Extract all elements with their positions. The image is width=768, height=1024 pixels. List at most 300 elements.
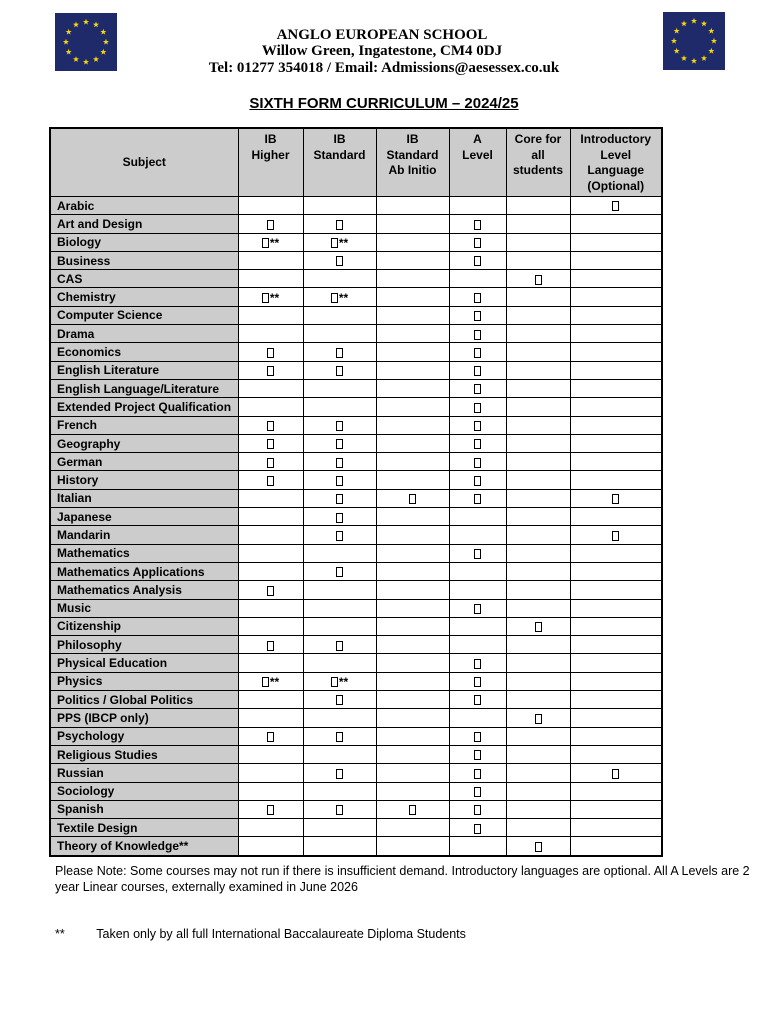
- table-row: [50, 453, 662, 471]
- column-header: A Level: [449, 128, 506, 197]
- offered-checkbox-icon: [267, 641, 274, 651]
- offering-cell: [238, 745, 303, 763]
- offering-cell: [238, 636, 303, 654]
- offering-cell: [449, 306, 506, 324]
- offering-cell: [376, 416, 449, 434]
- offering-cell: [303, 599, 376, 617]
- offered-checkbox-icon: [336, 494, 343, 504]
- offering-cell: [376, 709, 449, 727]
- offered-checkbox-icon: [331, 238, 338, 248]
- offering-cell: [570, 233, 662, 251]
- offering-cell: [570, 215, 662, 233]
- subject-name: Biology: [50, 233, 238, 251]
- flag-star: [701, 20, 707, 26]
- offered-checkbox-icon: [474, 677, 481, 687]
- offering-cell: [449, 233, 506, 251]
- subject-name: History: [50, 471, 238, 489]
- offering-cell: [376, 672, 449, 690]
- offering-cell: [238, 819, 303, 837]
- offering-cell: [449, 526, 506, 544]
- offering-cell: [303, 837, 376, 856]
- offering-cell: [238, 453, 303, 471]
- offered-checkbox-icon: [474, 384, 481, 394]
- offering-cell: [449, 581, 506, 599]
- offering-cell: [449, 617, 506, 635]
- offering-cell: [449, 800, 506, 818]
- offered-checkbox-icon: [336, 458, 343, 468]
- table-row: [50, 288, 662, 306]
- offering-cell: [570, 325, 662, 343]
- subject-name: English Literature: [50, 361, 238, 379]
- offering-cell: [303, 270, 376, 288]
- offering-cell: [303, 398, 376, 416]
- offering-cell: [238, 288, 303, 306]
- offering-cell: [506, 562, 570, 580]
- offered-checkbox-icon: [474, 750, 481, 760]
- offering-cell: [303, 581, 376, 599]
- offering-cell: [506, 782, 570, 800]
- subject-name: Politics / Global Politics: [50, 691, 238, 709]
- offering-cell: [506, 819, 570, 837]
- offering-cell: [506, 581, 570, 599]
- footnote-text: Taken only by all full International Baccalaureate Diploma Students: [96, 927, 466, 941]
- offering-cell: [376, 526, 449, 544]
- table-row: [50, 197, 662, 215]
- offering-cell: [303, 819, 376, 837]
- offered-checkbox-icon: [267, 366, 274, 376]
- table-row: [50, 233, 662, 251]
- offered-checkbox-icon: [331, 677, 338, 687]
- offered-checkbox-icon: [474, 695, 481, 705]
- table-header-row: [50, 128, 662, 197]
- offering-cell: [303, 617, 376, 635]
- offered-checkbox-icon: [336, 256, 343, 266]
- offering-cell: [238, 691, 303, 709]
- offering-cell: [238, 837, 303, 856]
- column-header: Core for all students: [506, 128, 570, 197]
- flag-star: [83, 19, 89, 25]
- offering-cell: [506, 508, 570, 526]
- offering-cell: [449, 599, 506, 617]
- offering-cell: [570, 361, 662, 379]
- offering-cell: [449, 398, 506, 416]
- offering-cell: [506, 709, 570, 727]
- offered-checkbox-icon: [267, 458, 274, 468]
- offered-checkbox-icon: [267, 348, 274, 358]
- offered-checkbox-icon: [336, 439, 343, 449]
- offered-checkbox-icon: [262, 293, 269, 303]
- offering-cell: [376, 599, 449, 617]
- table-row: [50, 745, 662, 763]
- table-row: [50, 819, 662, 837]
- diploma-only-marker: **: [269, 235, 280, 250]
- subject-name: Philosophy: [50, 636, 238, 654]
- offering-cell: [570, 562, 662, 580]
- offered-checkbox-icon: [612, 201, 619, 211]
- offering-cell: [570, 306, 662, 324]
- table-row: [50, 672, 662, 690]
- school-name: ANGLO EUROPEAN SCHOOL: [276, 27, 488, 43]
- offered-checkbox-icon: [474, 769, 481, 779]
- offered-checkbox-icon: [267, 732, 274, 742]
- offering-cell: [506, 288, 570, 306]
- offering-cell: [376, 398, 449, 416]
- table-row: [50, 215, 662, 233]
- offering-cell: [238, 398, 303, 416]
- offering-cell: [376, 654, 449, 672]
- offering-cell: [303, 526, 376, 544]
- offering-cell: [376, 361, 449, 379]
- offering-cell: [238, 343, 303, 361]
- offering-cell: [506, 398, 570, 416]
- table-row: [50, 636, 662, 654]
- offering-cell: [376, 489, 449, 507]
- table-row: [50, 434, 662, 452]
- offered-checkbox-icon: [336, 695, 343, 705]
- offering-cell: [376, 691, 449, 709]
- subject-name: Computer Science: [50, 306, 238, 324]
- table-row: [50, 471, 662, 489]
- offering-cell: [449, 325, 506, 343]
- offering-cell: [303, 379, 376, 397]
- offered-checkbox-icon: [474, 421, 481, 431]
- offering-cell: [570, 837, 662, 856]
- table-row: [50, 526, 662, 544]
- subject-name: Russian: [50, 764, 238, 782]
- subject-name: Mathematics: [50, 544, 238, 562]
- offering-cell: [570, 489, 662, 507]
- offering-cell: [449, 270, 506, 288]
- table-row: [50, 343, 662, 361]
- offering-cell: [570, 782, 662, 800]
- offering-cell: [506, 672, 570, 690]
- offering-cell: [303, 782, 376, 800]
- offered-checkbox-icon: [336, 513, 343, 523]
- offering-cell: [449, 453, 506, 471]
- offered-checkbox-icon: [535, 622, 542, 632]
- offering-cell: [570, 764, 662, 782]
- offering-cell: [376, 306, 449, 324]
- offering-cell: [376, 270, 449, 288]
- offering-cell: [238, 434, 303, 452]
- offering-cell: [506, 544, 570, 562]
- footnote-symbol: **: [55, 927, 65, 941]
- offering-cell: [506, 343, 570, 361]
- offered-checkbox-icon: [336, 476, 343, 486]
- offering-cell: [506, 471, 570, 489]
- offering-cell: [303, 727, 376, 745]
- table-row: [50, 599, 662, 617]
- subject-name: Sociology: [50, 782, 238, 800]
- offering-cell: [303, 197, 376, 215]
- offering-cell: [238, 471, 303, 489]
- offering-cell: [238, 233, 303, 251]
- offering-cell: [449, 471, 506, 489]
- offering-cell: [376, 837, 449, 856]
- offering-cell: [238, 489, 303, 507]
- offering-cell: [238, 508, 303, 526]
- offered-checkbox-icon: [267, 476, 274, 486]
- offered-checkbox-icon: [474, 256, 481, 266]
- subject-name: German: [50, 453, 238, 471]
- offered-checkbox-icon: [336, 769, 343, 779]
- offered-checkbox-icon: [474, 311, 481, 321]
- offering-cell: [303, 306, 376, 324]
- offering-cell: [506, 306, 570, 324]
- offering-cell: [570, 416, 662, 434]
- offering-cell: [238, 672, 303, 690]
- offering-cell: [238, 800, 303, 818]
- offering-cell: [570, 819, 662, 837]
- offering-cell: [449, 819, 506, 837]
- offered-checkbox-icon: [474, 659, 481, 669]
- table-row: [50, 489, 662, 507]
- offering-cell: [506, 764, 570, 782]
- offering-cell: [506, 453, 570, 471]
- offering-cell: [570, 672, 662, 690]
- offering-cell: [449, 837, 506, 856]
- offered-checkbox-icon: [262, 677, 269, 687]
- subject-name: Italian: [50, 489, 238, 507]
- table-row: [50, 508, 662, 526]
- offered-checkbox-icon: [409, 805, 416, 815]
- offering-cell: [238, 544, 303, 562]
- table-row: [50, 727, 662, 745]
- table-body: [50, 197, 662, 856]
- offered-checkbox-icon: [474, 366, 481, 376]
- table-row: [50, 800, 662, 818]
- flag-star: [691, 18, 697, 24]
- table-row: [50, 416, 662, 434]
- offering-cell: [376, 434, 449, 452]
- offering-cell: [570, 617, 662, 635]
- offered-checkbox-icon: [474, 604, 481, 614]
- offering-cell: [506, 434, 570, 452]
- offering-cell: [238, 562, 303, 580]
- offering-cell: [570, 453, 662, 471]
- subject-name: French: [50, 416, 238, 434]
- offering-cell: [238, 416, 303, 434]
- offering-cell: [449, 636, 506, 654]
- table-row: [50, 398, 662, 416]
- offering-cell: [303, 800, 376, 818]
- offered-checkbox-icon: [474, 824, 481, 834]
- offered-checkbox-icon: [267, 586, 274, 596]
- offered-checkbox-icon: [336, 732, 343, 742]
- subject-name: Mandarin: [50, 526, 238, 544]
- offering-cell: [303, 361, 376, 379]
- offering-cell: [506, 215, 570, 233]
- offering-cell: [570, 745, 662, 763]
- table-row: [50, 270, 662, 288]
- offered-checkbox-icon: [336, 348, 343, 358]
- table-row: [50, 379, 662, 397]
- offering-cell: [376, 617, 449, 635]
- offering-cell: [376, 508, 449, 526]
- column-header: Introductory Level Language (Optional): [570, 128, 662, 197]
- offering-cell: [570, 800, 662, 818]
- offering-cell: [570, 434, 662, 452]
- table-row: [50, 764, 662, 782]
- offering-cell: [506, 526, 570, 544]
- offered-checkbox-icon: [474, 732, 481, 742]
- offering-cell: [449, 727, 506, 745]
- subject-name: Drama: [50, 325, 238, 343]
- offering-cell: [449, 215, 506, 233]
- offering-cell: [449, 562, 506, 580]
- offering-cell: [303, 508, 376, 526]
- subject-name: Chemistry: [50, 288, 238, 306]
- offering-cell: [570, 636, 662, 654]
- offering-cell: [376, 343, 449, 361]
- offering-cell: [376, 782, 449, 800]
- subject-name: Mathematics Applications: [50, 562, 238, 580]
- offering-cell: [449, 544, 506, 562]
- offering-cell: [449, 379, 506, 397]
- subject-name: CAS: [50, 270, 238, 288]
- offered-checkbox-icon: [336, 567, 343, 577]
- diploma-only-marker: **: [338, 674, 349, 689]
- offered-checkbox-icon: [474, 549, 481, 559]
- offering-cell: [238, 617, 303, 635]
- offered-checkbox-icon: [474, 458, 481, 468]
- offering-cell: [238, 306, 303, 324]
- offering-cell: [303, 672, 376, 690]
- offering-cell: [376, 581, 449, 599]
- offered-checkbox-icon: [336, 366, 343, 376]
- offered-checkbox-icon: [474, 787, 481, 797]
- offered-checkbox-icon: [474, 220, 481, 230]
- offering-cell: [570, 581, 662, 599]
- offering-cell: [506, 379, 570, 397]
- offering-cell: [570, 544, 662, 562]
- offering-cell: [506, 489, 570, 507]
- offering-cell: [570, 709, 662, 727]
- subject-name: Extended Project Qualification: [50, 398, 238, 416]
- offering-cell: [570, 398, 662, 416]
- offered-checkbox-icon: [474, 330, 481, 340]
- offering-cell: [303, 636, 376, 654]
- offering-cell: [449, 654, 506, 672]
- offering-cell: [376, 800, 449, 818]
- offering-cell: [449, 691, 506, 709]
- offering-cell: [238, 599, 303, 617]
- offering-cell: [238, 379, 303, 397]
- offered-checkbox-icon: [474, 293, 481, 303]
- subject-name: Theory of Knowledge**: [50, 837, 238, 856]
- diploma-only-marker: **: [338, 235, 349, 250]
- offering-cell: [449, 197, 506, 215]
- offering-cell: [449, 251, 506, 269]
- offered-checkbox-icon: [612, 494, 619, 504]
- offering-cell: [238, 325, 303, 343]
- column-header: IB Standard: [303, 128, 376, 197]
- offering-cell: [449, 416, 506, 434]
- offering-cell: [506, 233, 570, 251]
- subject-name: Music: [50, 599, 238, 617]
- table-row: [50, 361, 662, 379]
- offering-cell: [303, 544, 376, 562]
- offering-cell: [506, 416, 570, 434]
- offered-checkbox-icon: [336, 220, 343, 230]
- offering-cell: [303, 325, 376, 343]
- offering-cell: [303, 233, 376, 251]
- offering-cell: [303, 709, 376, 727]
- diploma-only-marker: **: [269, 290, 280, 305]
- offering-cell: [506, 270, 570, 288]
- subject-name: Citizenship: [50, 617, 238, 635]
- offering-cell: [570, 270, 662, 288]
- offering-cell: [570, 288, 662, 306]
- table-row: [50, 251, 662, 269]
- offering-cell: [303, 288, 376, 306]
- offering-cell: [506, 691, 570, 709]
- offered-checkbox-icon: [474, 476, 481, 486]
- offering-cell: [238, 727, 303, 745]
- offered-checkbox-icon: [474, 238, 481, 248]
- offered-checkbox-icon: [474, 403, 481, 413]
- offering-cell: [570, 508, 662, 526]
- offered-checkbox-icon: [336, 531, 343, 541]
- diploma-only-marker: **: [269, 674, 280, 689]
- offering-cell: [449, 672, 506, 690]
- offering-cell: [570, 471, 662, 489]
- offering-cell: [570, 197, 662, 215]
- offered-checkbox-icon: [535, 842, 542, 852]
- offered-checkbox-icon: [336, 805, 343, 815]
- offering-cell: [570, 691, 662, 709]
- offering-cell: [506, 325, 570, 343]
- offering-cell: [238, 654, 303, 672]
- offering-cell: [570, 379, 662, 397]
- offered-checkbox-icon: [474, 348, 481, 358]
- offering-cell: [238, 215, 303, 233]
- offered-checkbox-icon: [535, 714, 542, 724]
- offering-cell: [303, 745, 376, 763]
- table-row: [50, 709, 662, 727]
- subject-name: Geography: [50, 434, 238, 452]
- offering-cell: [506, 636, 570, 654]
- offered-checkbox-icon: [612, 769, 619, 779]
- offering-cell: [238, 251, 303, 269]
- offering-cell: [376, 233, 449, 251]
- offering-cell: [506, 361, 570, 379]
- document-title: SIXTH FORM CURRICULUM – 2024/25: [249, 95, 519, 112]
- offering-cell: [449, 508, 506, 526]
- offered-checkbox-icon: [336, 421, 343, 431]
- offering-cell: [303, 562, 376, 580]
- offering-cell: [238, 581, 303, 599]
- offered-checkbox-icon: [474, 494, 481, 504]
- offered-checkbox-icon: [409, 494, 416, 504]
- offering-cell: [376, 379, 449, 397]
- offered-checkbox-icon: [262, 238, 269, 248]
- table-row: [50, 617, 662, 635]
- offering-cell: [449, 745, 506, 763]
- offering-cell: [449, 782, 506, 800]
- please-note: Please Note: Some courses may not run if there is insufficient demand. Introductory languages are optional. All A Levels are 2 year Linear courses, externally examined in June 2026: [55, 864, 750, 894]
- subject-name: Textile Design: [50, 819, 238, 837]
- offering-cell: [376, 215, 449, 233]
- offering-cell: [570, 727, 662, 745]
- offering-cell: [449, 434, 506, 452]
- offering-cell: [238, 270, 303, 288]
- offering-cell: [570, 599, 662, 617]
- offering-cell: [570, 251, 662, 269]
- subject-name: Psychology: [50, 727, 238, 745]
- offering-cell: [376, 544, 449, 562]
- footnote: [55, 927, 466, 941]
